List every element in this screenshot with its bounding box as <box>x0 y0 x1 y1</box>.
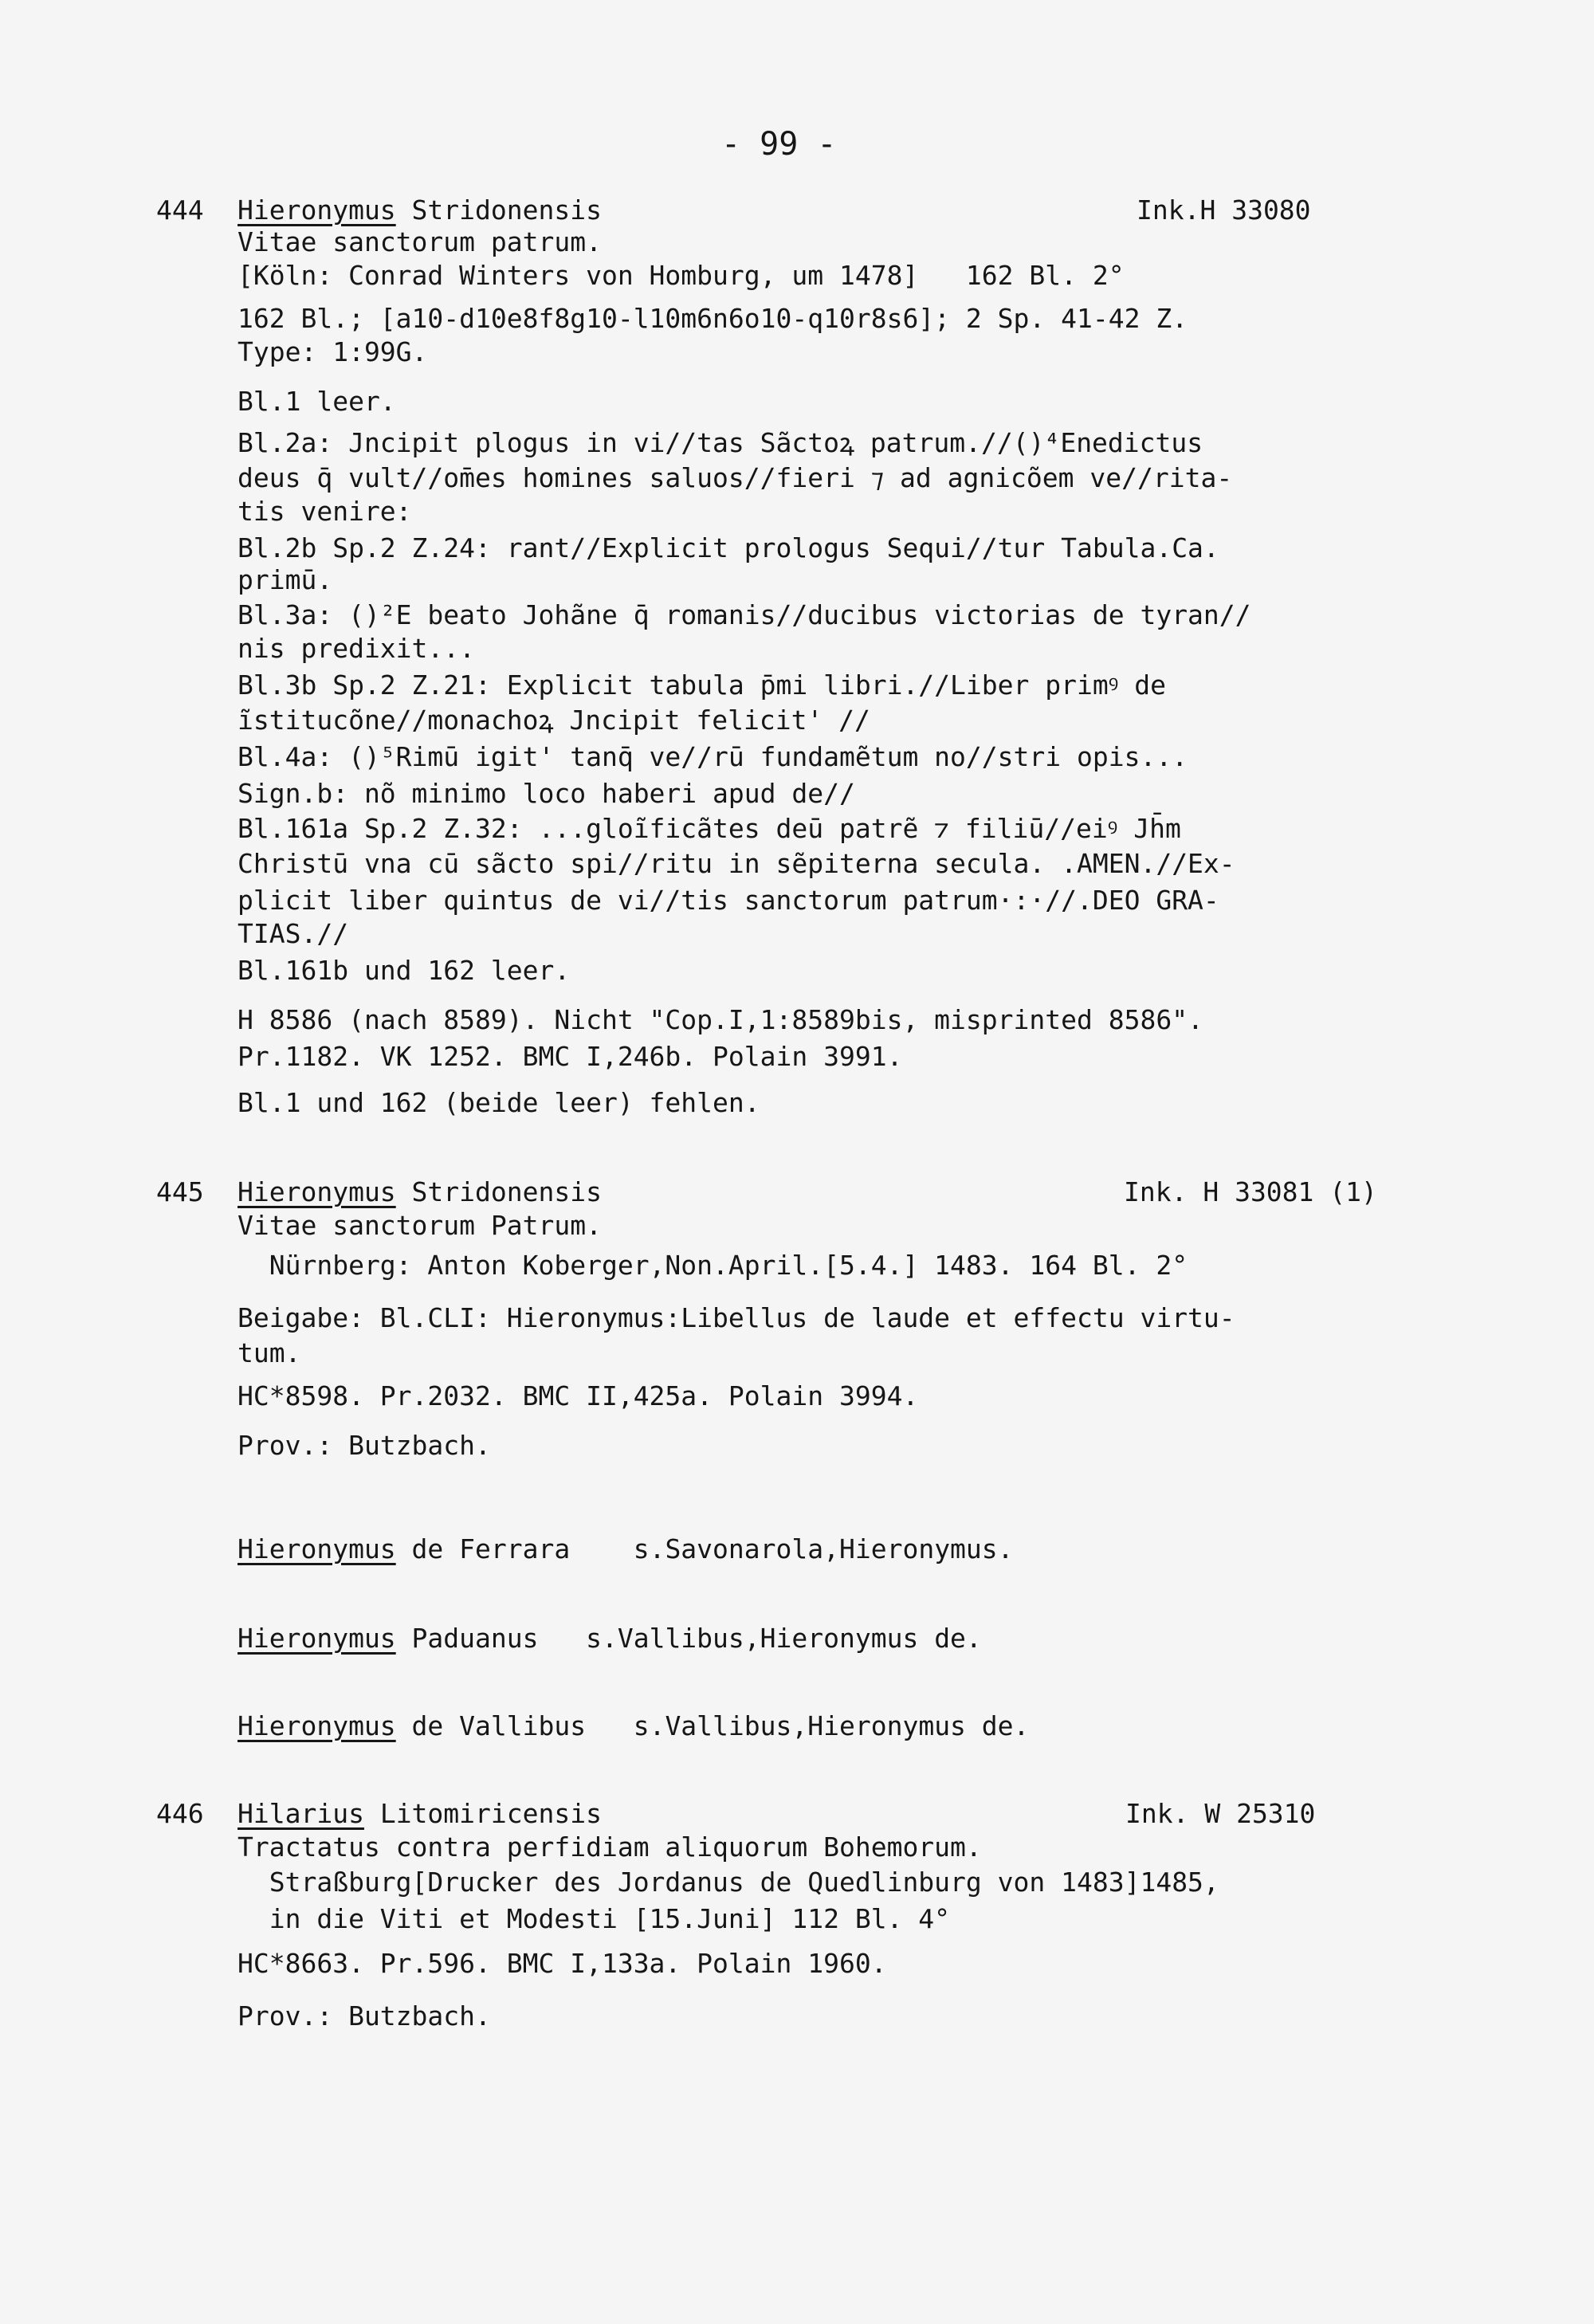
text-line: in die Viti et Modesti [15.Juni] 112 Bl. 4° <box>238 1903 951 1934</box>
text-line: Pr.1182. VK 1252. BMC I,246b. Polain 3991. <box>238 1041 903 1072</box>
entry-heading <box>238 1176 602 1208</box>
text-line: Christū vna cū sãcto spi//ritu in sẽpiterna secula. .AMEN.//Ex- <box>238 848 1235 879</box>
text-line: 162 Bl.; [a10-d10e8f8g10-l10m6n6o10-q10r8s6]; 2 Sp. 41-42 Z. <box>238 303 1188 334</box>
page-number: - 99 - <box>721 126 837 163</box>
entry-number: 444 <box>156 194 204 226</box>
text-line: Type: 1:99G. <box>238 336 428 367</box>
entry-number: 445 <box>156 1176 204 1207</box>
ref-name: Hieronymus <box>238 1710 396 1741</box>
text-line: Bl.1 und 162 (beide leer) fehlen. <box>238 1087 760 1118</box>
text-line: Vitae sanctorum Patrum. <box>238 1210 602 1241</box>
author-name: Hilarius <box>238 1798 364 1829</box>
text-line: TIAS.// <box>238 918 349 949</box>
text-line: Beigabe: Bl.CLI: Hieronymus:Libellus de laude et effectu virtu- <box>238 1302 1235 1333</box>
ref-target: de Vallibus s.Vallibus,Hieronymus de. <box>395 1710 1030 1741</box>
text-line: Sign.b: nõ minimo loco haberi apud de// <box>238 778 855 809</box>
text-line: Straßburg[Drucker des Jordanus de Quedlinburg von 1483]1485, <box>238 1867 1219 1898</box>
text-line: Bl.3b Sp.2 Z.21: Explicit tabula p̄mi libri.//Liber primꝰ de <box>238 669 1166 701</box>
author-rest: Stridonensis <box>395 1176 602 1207</box>
text-line: Prov.: Butzbach. <box>238 2000 491 2032</box>
text-line: deus q̄ vult//om̄es homines saluos//fieri ⁊ ad agnicõem ve//rita- <box>238 462 1233 493</box>
text-line: plicit liber quintus de vi//tis sanctorum patrum·:·//.DEO GRA- <box>238 885 1219 916</box>
text-line: Bl.161a Sp.2 Z.32: ...gloĩficãtes deū patrẽ ⁊ filiū//eiꝰ Jh̄m <box>238 813 1181 844</box>
text-line: H 8586 (nach 8589). Nicht "Cop.I,1:8589bis, misprinted 8586". <box>238 1004 1203 1035</box>
ref-name: Hieronymus <box>238 1623 396 1654</box>
entry-number: 446 <box>156 1798 204 1829</box>
author-name: Hieronymus <box>238 1176 396 1207</box>
text-line: Prov.: Butzbach. <box>238 1430 491 1461</box>
text-line: tis venire: <box>238 496 412 527</box>
ref-name: Hieronymus <box>238 1533 396 1564</box>
cross-reference <box>238 1710 1029 1742</box>
text-line: HC*8598. Pr.2032. BMC II,425a. Polain 3994. <box>238 1380 919 1411</box>
author-rest: Litomiricensis <box>363 1798 602 1829</box>
text-line: HC*8663. Pr.596. BMC I,133a. Polain 1960. <box>238 1948 887 1979</box>
text-line: Nürnberg: Anton Koberger,Non.April.[5.4.] 1483. 164 Bl. 2° <box>238 1250 1188 1281</box>
entry-heading <box>238 1798 602 1830</box>
text-line: Bl.4a: ()⁵Rimū igit' tanq̄ ve//rū fundamẽtum no//stri opis... <box>238 741 1188 772</box>
text-line: Bl.1 leer. <box>238 386 396 417</box>
author-rest: Stridonensis <box>395 194 602 226</box>
text-line: Bl.161b und 162 leer. <box>238 955 571 986</box>
shelfmark: Ink. H 33081 (1) <box>1124 1176 1377 1207</box>
text-line: [Köln: Conrad Winters von Homburg, um 1478] 162 Bl. 2° <box>238 260 1125 291</box>
cross-reference <box>238 1623 982 1655</box>
text-line: Bl.3a: ()²E beato Johãne q̄ romanis//ducibus victorias de tyran// <box>238 599 1251 630</box>
text-line: Tractatus contra perfidiam aliquorum Bohemorum. <box>238 1831 982 1863</box>
text-line: Vitae sanctorum patrum. <box>238 226 602 257</box>
text-line: tum. <box>238 1337 301 1368</box>
ref-target: de Ferrara s.Savonarola,Hieronymus. <box>395 1533 1014 1564</box>
text-line: Bl.2b Sp.2 Z.24: rant//Explicit prologus Sequi//tur Tabula.Ca. <box>238 532 1219 563</box>
cross-reference <box>238 1533 1014 1565</box>
text-line: nis predixit... <box>238 633 476 664</box>
text-line: ĩstitucõne//monachoꝝ Jncipit felicit' // <box>238 705 870 736</box>
shelfmark: Ink.H 33080 <box>1137 194 1311 226</box>
shelfmark: Ink. W 25310 <box>1125 1798 1316 1829</box>
text-line: Bl.2a: Jncipit plogus in vi//tas Sãctoꝝ patrum.//()⁴Enedictus <box>238 427 1203 458</box>
ref-target: Paduanus s.Vallibus,Hieronymus de. <box>395 1623 982 1654</box>
author-name: Hieronymus <box>238 194 396 226</box>
entry-heading <box>238 194 602 226</box>
text-line: primū. <box>238 564 333 595</box>
